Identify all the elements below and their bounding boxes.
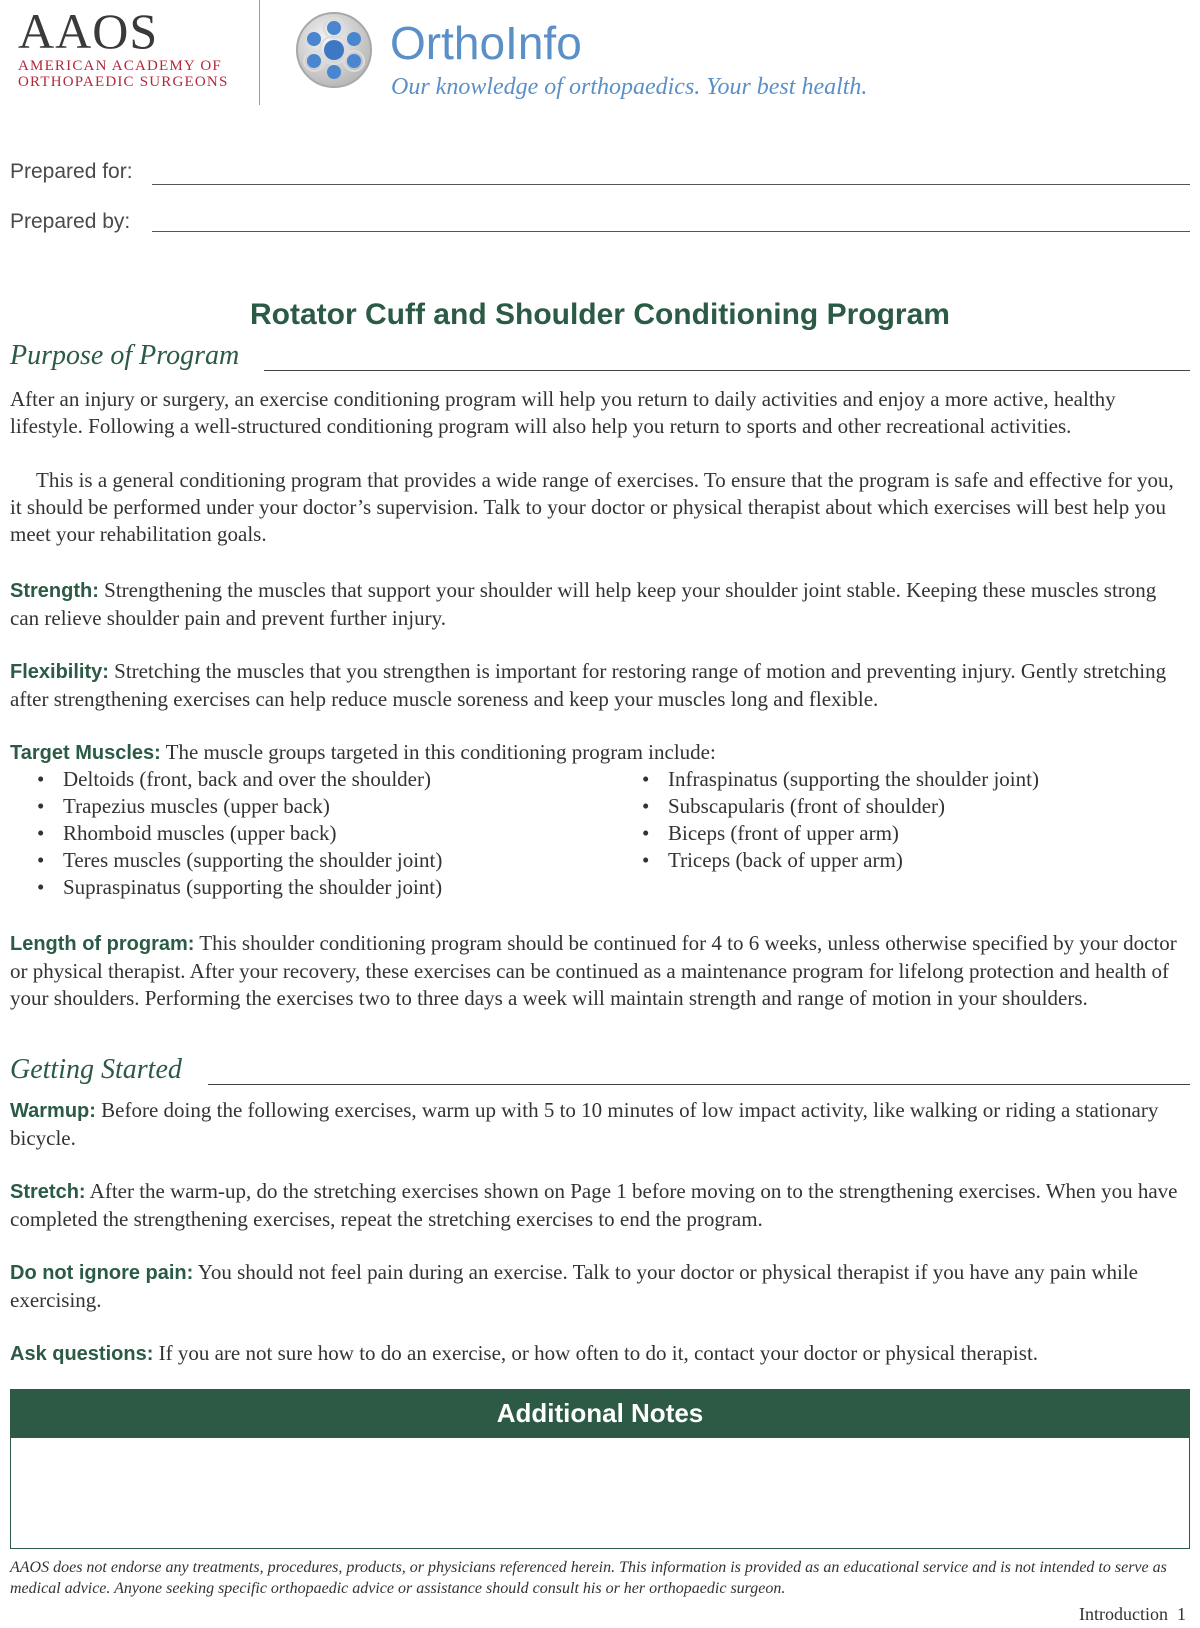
prepared-for-line[interactable] — [152, 184, 1190, 185]
warmup-label: Warmup: — [10, 1100, 96, 1122]
orthoinfo-ball-icon — [294, 10, 374, 90]
additional-notes-header: Additional Notes — [10, 1389, 1190, 1438]
purpose-paragraph-1: After an injury or surgery, an exercise conditioning program will help you return to daily activities and enjoy a more active, healthy lifestyle. Following a well-structured conditioning program will also help you return to sports and other recreational activities. — [10, 387, 1116, 438]
list-item: • Teres muscles (supporting the shoulder joint) — [37, 847, 617, 874]
aaos-logo-subtitle — [18, 58, 229, 90]
strength-text: Strengthening the muscles that support your shoulder will help keep your shoulder joint stable. Keeping these muscles strong can relieve shoulder pain and prevent further injury. — [10, 578, 1157, 630]
target-muscles-paragraph — [10, 739, 1190, 767]
muscles-list-left — [37, 766, 617, 901]
length-text: This shoulder conditioning program should be continued for 4 to 6 weeks, unless otherwise specified by your doctor or physical therapist. After your recovery, these exercises can be continued as a maintenance program for lifelong protection and health of your shoulders. Performing the exercises two to three days a week will maintain strength and range of motion in your shoulders. — [10, 931, 1177, 1010]
header-divider — [259, 0, 260, 105]
ask-questions-text: If you are not sure how to do an exercise, or how often to do it, contact your doctor or physical therapist. — [153, 1341, 1039, 1365]
aaos-logo — [18, 3, 229, 90]
aaos-logo-wordmark: AAOS — [18, 3, 159, 59]
orthoinfo-tagline: Our knowledge of orthopaedics. Your best health. — [391, 74, 868, 100]
getting-started-heading: Getting Started — [10, 1054, 182, 1085]
document-title: Rotator Cuff and Shoulder Conditioning Program — [250, 298, 950, 331]
list-item: • Infraspinatus (supporting the shoulder joint) — [642, 766, 1182, 793]
orthoinfo-title: OrthoInfo — [390, 17, 582, 69]
target-muscles-text: The muscle groups targeted in this conditioning program include: — [160, 740, 716, 764]
disclaimer-text: AAOS does not endorse any treatments, procedures, products, or physicians referenced herein. This information is provided as an educational service and is not intended to serve as medical advice. Anyone seeking specific orthopaedic advice or assistance should consult his or her orthopaedic surgeon. — [10, 1559, 1167, 1597]
list-item: • Triceps (back of upper arm) — [642, 847, 1182, 874]
warmup-text: Before doing the following exercises, warm up with 5 to 10 minutes of low impact activity, like walking or riding a stationary bicycle. — [10, 1098, 1159, 1150]
prepared-by-label: Prepared by: — [10, 210, 131, 233]
purpose-heading-rule — [264, 370, 1190, 371]
prepared-for-label: Prepared for: — [10, 160, 133, 183]
pain-text: You should not feel pain during an exercise. Talk to your doctor or physical therapist if you have any pain while exercising. — [10, 1260, 1138, 1312]
page-footer — [1079, 1604, 1186, 1625]
stretch-text: After the warm-up, do the stretching exercises shown on Page 1 before moving on to the strengthening exercises. When you have completed the strengthening exercises, repeat the stretching exercises to end the program. — [10, 1179, 1178, 1231]
aaos-subtitle-line-2: ORTHOPAEDIC SURGEONS — [18, 74, 229, 90]
stretch-paragraph — [10, 1178, 1190, 1233]
purpose-paragraph-2: This is a general conditioning program that provides a wide range of exercises. To ensure that the program is safe and effective for you, it should be performed under your doctor’s supervision. Talk to your doctor or physical therapist about which exercises will best help you meet your rehabilitation goals. — [10, 468, 1174, 546]
flexibility-label: Flexibility: — [10, 661, 109, 683]
getting-started-rule — [208, 1084, 1190, 1085]
strength-paragraph — [10, 577, 1190, 632]
purpose-heading: Purpose of Program — [10, 340, 240, 371]
length-label: Length of program: — [10, 933, 195, 955]
flexibility-text: Stretching the muscles that you strengthen is important for restoring range of motion and preventing injury. Gently stretching after strengthening exercises can help reduce muscle soreness and keep your muscles long and flexible. — [10, 659, 1167, 711]
list-item: • Supraspinatus (supporting the shoulder joint) — [37, 874, 617, 901]
target-muscles-label: Target Muscles: — [10, 742, 161, 764]
aaos-subtitle-line-1: AMERICAN ACADEMY OF — [18, 58, 222, 74]
list-item: • Subscapularis (front of shoulder) — [642, 793, 1182, 820]
list-item: • Biceps (front of upper arm) — [642, 820, 1182, 847]
list-item: • Deltoids (front, back and over the shoulder) — [37, 766, 617, 793]
pain-paragraph — [10, 1259, 1190, 1314]
flexibility-paragraph — [10, 658, 1190, 713]
length-paragraph — [10, 930, 1190, 1012]
stretch-label: Stretch: — [10, 1181, 86, 1203]
muscles-list-right — [642, 766, 1182, 874]
ask-questions-label: Ask questions: — [10, 1343, 154, 1365]
footer-section: Introduction — [1079, 1604, 1168, 1624]
prepared-by-line[interactable] — [152, 231, 1190, 232]
list-item: • Rhomboid muscles (upper back) — [37, 820, 617, 847]
strength-label: Strength: — [10, 580, 99, 602]
list-item: • Trapezius muscles (upper back) — [37, 793, 617, 820]
warmup-paragraph — [10, 1097, 1190, 1152]
pain-label: Do not ignore pain: — [10, 1262, 194, 1284]
page-header — [0, 0, 1200, 110]
additional-notes-box[interactable] — [10, 1438, 1190, 1549]
footer-page-number: 1 — [1177, 1604, 1186, 1624]
ask-questions-paragraph — [10, 1340, 1190, 1368]
